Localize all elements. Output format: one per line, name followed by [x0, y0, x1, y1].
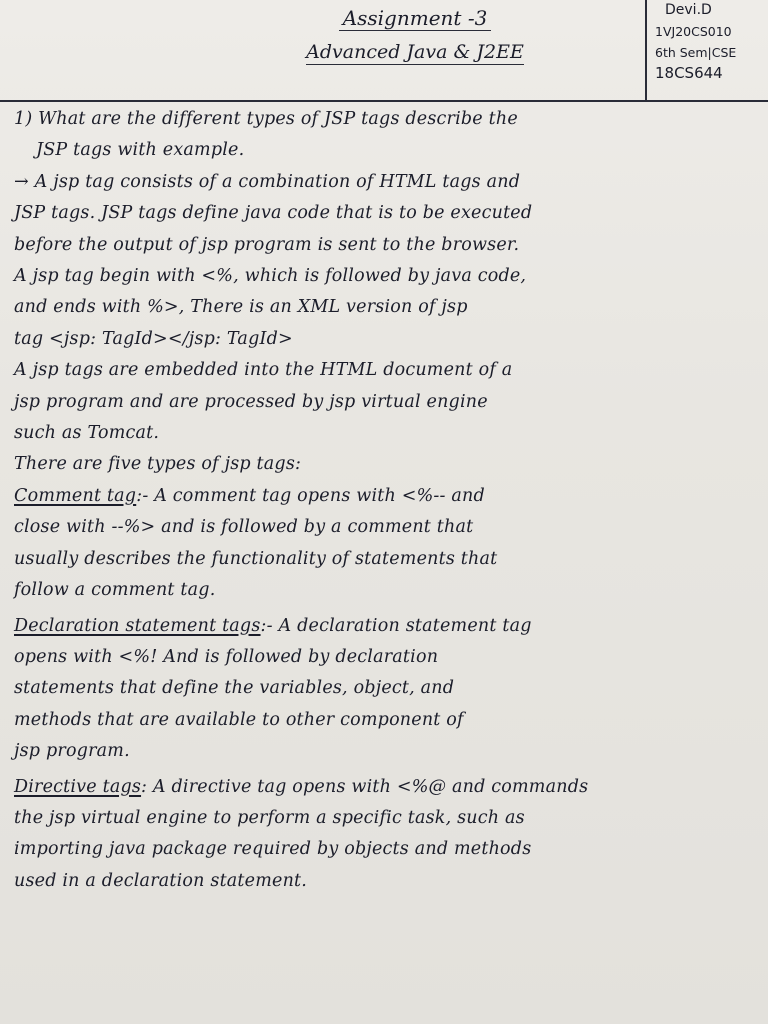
assignment-title: Assignment -3: [339, 6, 492, 31]
course-code: 18CS644: [655, 64, 723, 82]
directive-tag-line: [14, 772, 758, 803]
assignment-subject: Advanced Java & J2EE: [306, 41, 524, 63]
declaration-tag-text: :- A declaration statement tag: [260, 615, 532, 636]
comment-tag-line: [14, 481, 758, 512]
directive-tag-text: : A directive tag opens with <%@ and commands: [141, 776, 589, 797]
answer-line: such as Tomcat.: [14, 423, 160, 444]
comment-tag-heading: Comment tag: [14, 485, 137, 506]
answer-line: used in a declaration statement.: [14, 870, 308, 891]
answer-line: close with --%> and is followed by a comment that: [14, 517, 474, 538]
answer-line: statements that define the variables, object, and: [14, 678, 455, 699]
directive-tag-heading: Directive tags: [14, 776, 142, 797]
answer-body: [14, 104, 758, 897]
question-line: JSP tags with example.: [36, 140, 245, 161]
answer-line: usually describes the functionality of statements that: [14, 548, 498, 569]
answer-line: and ends with %>, There is an XML version of jsp: [14, 297, 468, 318]
answer-line: importing java package required by objects and methods: [14, 839, 532, 860]
answer-line: A jsp tags are embedded into the HTML document of a: [14, 360, 513, 381]
types-intro: There are five types of jsp tags:: [14, 454, 302, 475]
answer-line: A jsp tag begin with <%, which is followed by java code,: [14, 266, 527, 287]
student-semester: 6th Sem|CSE: [655, 45, 737, 60]
header-divider: [0, 100, 768, 102]
declaration-tag-heading: Declaration statement tags: [14, 615, 261, 636]
answer-line: methods that are available to other component of: [14, 709, 464, 730]
header-vertical-divider: [645, 0, 647, 100]
declaration-tag-line: [14, 611, 758, 642]
answer-line: the jsp virtual engine to perform a specific task, such as: [14, 807, 525, 828]
answer-line: opens with <%! And is followed by declaration: [14, 646, 439, 667]
student-usn: 1VJ20CS010: [655, 24, 732, 39]
answer-line: before the output of jsp program is sent to the browser.: [14, 234, 520, 255]
comment-tag-text: :- A comment tag opens with <%-- and: [136, 485, 485, 506]
answer-line: jsp program.: [14, 741, 130, 762]
assignment-header: [250, 2, 580, 65]
answer-line: tag <jsp: TagId></jsp: TagId>: [14, 328, 293, 349]
student-name: Devi.D: [665, 2, 712, 18]
answer-line: JSP tags. JSP tags define java code that is to be executed: [14, 203, 533, 224]
answer-line: follow a comment tag.: [14, 580, 216, 601]
student-info-box: [655, 0, 767, 84]
question-line: 1) What are the different types of JSP tags describe the: [14, 109, 518, 129]
answer-line: → A jsp tag consists of a combination of HTML tags and: [14, 171, 521, 192]
answer-line: jsp program and are processed by jsp virtual engine: [14, 391, 488, 412]
